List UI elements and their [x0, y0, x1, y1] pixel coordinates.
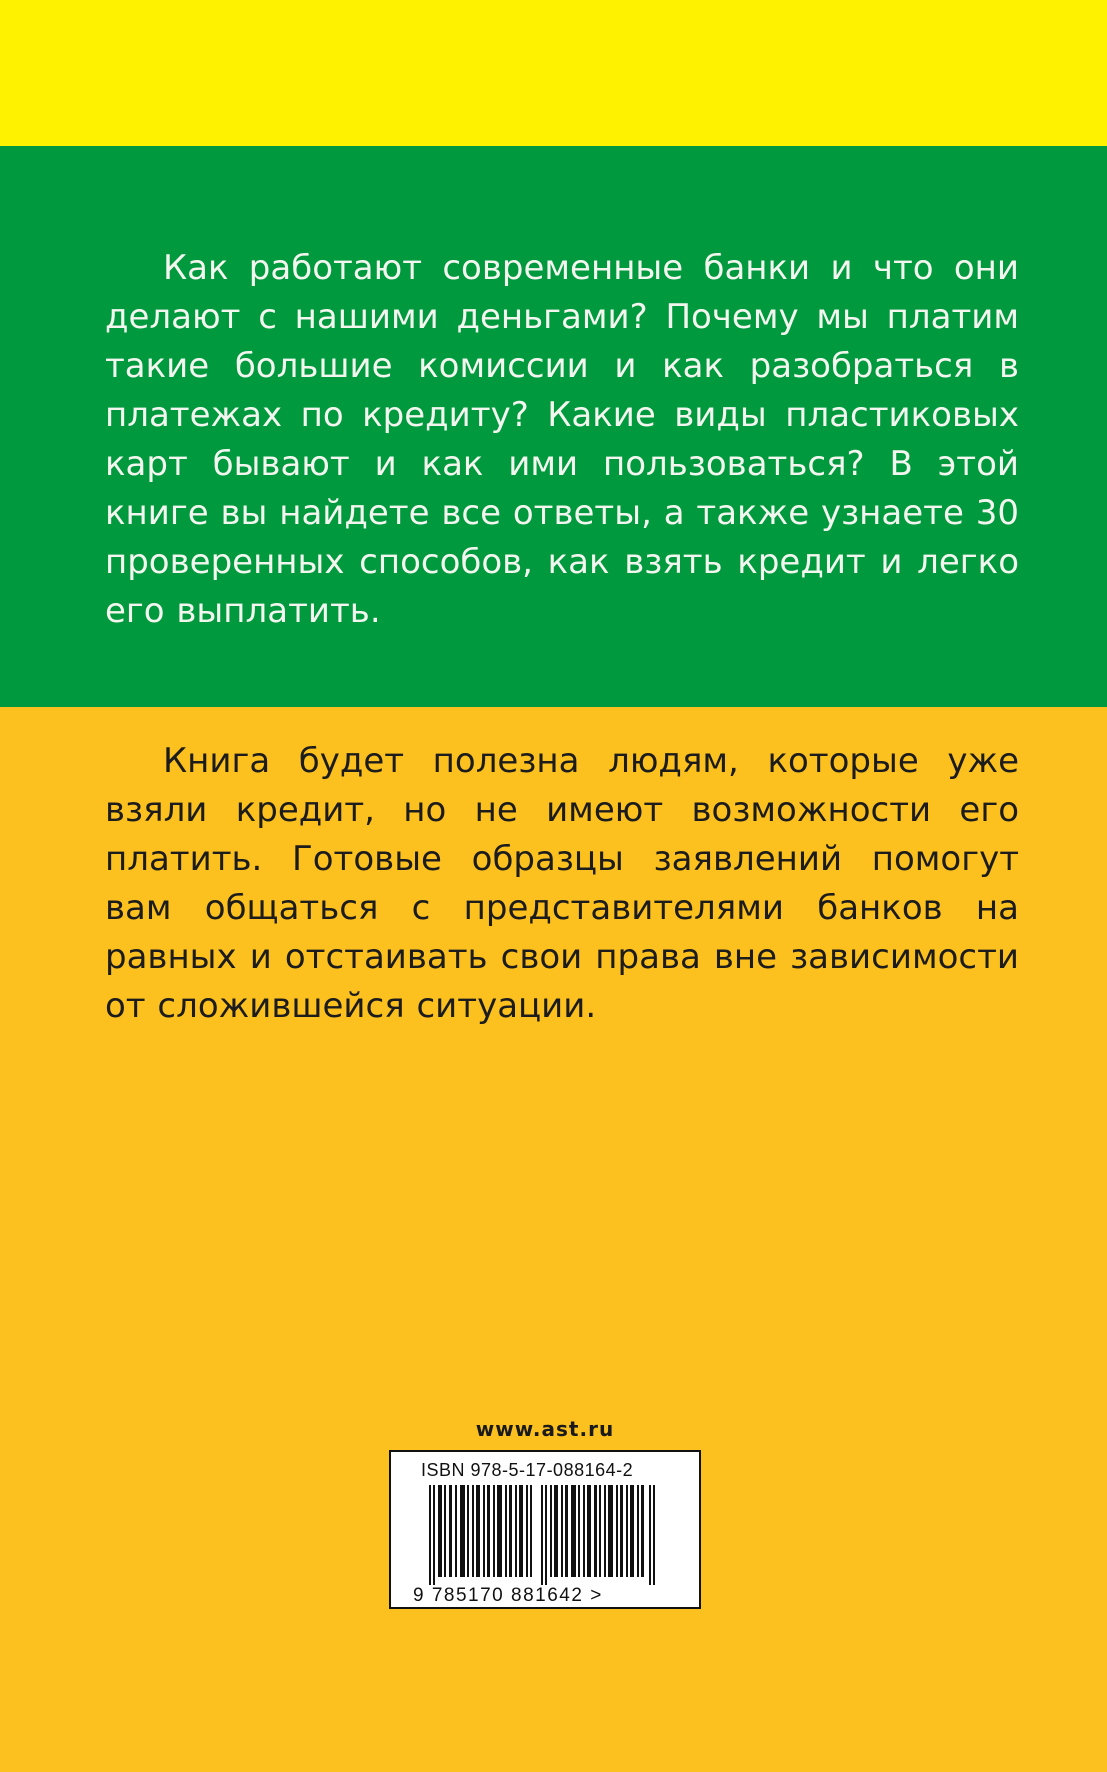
barcode-icon: [429, 1485, 661, 1585]
isbn-barcode-block: [389, 1450, 701, 1609]
top-yellow-band: [0, 0, 1107, 146]
isbn-label: ISBN 978-5-17-088164-2: [421, 1460, 634, 1480]
blurb-paragraph-top: Как работают современные банки и что они делают с нашими деньгами? Почему мы платим такие большие комиссии и как разобраться в платежах по кредиту? Какие виды пластиковых карт бывают и как ими пользоваться? В этой книге вы найдете все ответы, а также узнаете 30 проверенных способов, как взять кредит и легко его выплатить.: [105, 248, 1019, 631]
ean-digits: 9 785170 881642 >: [413, 1585, 603, 1606]
publisher-website: www.ast.ru: [475, 1417, 615, 1441]
blurb-paragraph-bottom: Книга будет полезна людям, которые уже взяли кредит, но не имеют возможности его платить. Готовые образцы заявлений помогут вам общаться с представителями банков на равных и отстаивать свои права вне зависимости от сложившейся ситуации.: [105, 741, 1019, 1026]
